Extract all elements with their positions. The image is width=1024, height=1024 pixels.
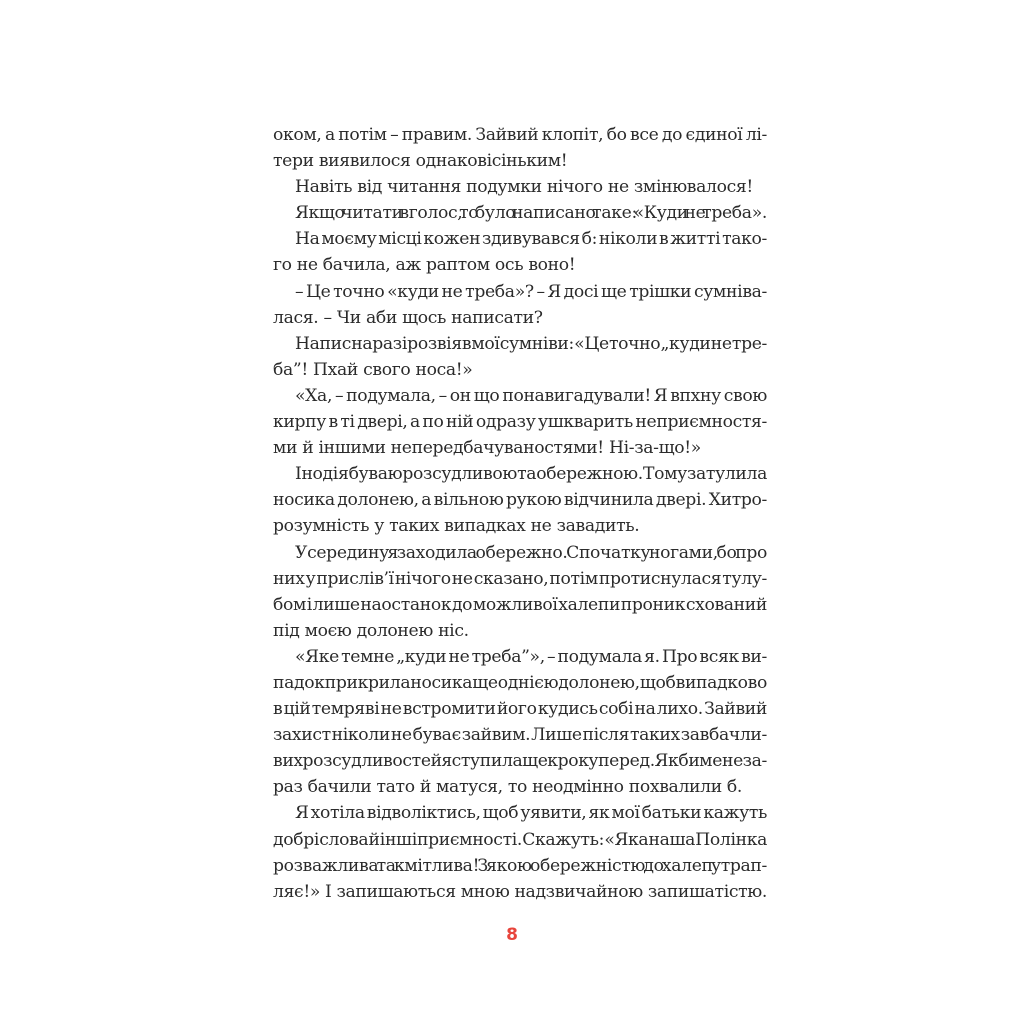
text-line: ми й іншими непередбачуваностями! Ні-за-що!» [273, 438, 701, 459]
paragraph [273, 644, 767, 801]
text-line: носика долонею, а вільною рукою відчинила двері. Хитро- [273, 490, 767, 511]
text-line: ба”! Пхай свого носа!» [273, 359, 473, 380]
paragraph [273, 383, 767, 461]
text-line: захист ніколи не буває зайвим. Лише після таких завбачли- [273, 725, 767, 746]
text-line: в цій темряві не встромити його кудись собі на лихо. Зайвий [273, 699, 767, 720]
text-line: вих розсудливостей я ступила ще крок уперед. Якби мене за- [273, 751, 767, 772]
paragraph [273, 122, 767, 174]
paragraph [273, 540, 767, 644]
text-line: раз бачили тато й матуся, то неодмінно похвалили б. [273, 777, 743, 798]
text-line: них у прислів’ї нічого не сказано, потім протиснулася тулу- [273, 568, 767, 589]
text-line: під моєю долонею ніс. [273, 620, 469, 641]
paragraph [273, 461, 767, 539]
text-line: розумність у таких випадках не завадить. [273, 516, 640, 537]
text-line: розважлива та кмітлива! З якою обережністю до халеп утрап- [273, 855, 767, 876]
text-line: тери виявилося однаковісіньким! [273, 151, 568, 172]
text-line: лася. – Чи аби щось написати? [273, 307, 543, 328]
paragraph [273, 226, 767, 278]
text-line: кирпу в ті двері, а по ній одразу ушкварить неприємностя- [273, 412, 767, 433]
text-line: «Ха, – подумала, – он що понавигадували! Я впхну свою [295, 385, 767, 406]
text-line: – Це точно «куди не треба»? – Я досі ще трішки сумніва- [295, 281, 767, 302]
paragraph [273, 200, 767, 226]
text-line: «Яке темне „куди не треба”», – подумала я. Про всяк ви- [295, 646, 767, 667]
page-number: 8 [506, 925, 518, 945]
text-line: Напис наразі розвіяв мої сумніви: «Це точно „куди не тре- [295, 333, 767, 354]
text-line: го не бачила, аж раптом ось воно! [273, 255, 576, 276]
paragraph [273, 331, 767, 383]
paragraph [273, 174, 767, 200]
text-line: ляє!» І запишаються мною надзвичайною запишатістю. [273, 881, 767, 902]
book-page-text [273, 122, 767, 905]
text-line: Навіть від читання подумки нічого не змінювалося! [295, 177, 753, 198]
text-line: Усередину я заходила обережно. Спочатку ногами, бо про [295, 542, 767, 563]
paragraph [273, 279, 767, 331]
text-line: оком, а потім – правим. Зайвий клопіт, бо все до єдиної лі- [273, 125, 767, 145]
text-line: На моєму місці кожен здивувався б: ніколи в житті тако- [295, 229, 767, 250]
text-line: бом і лише наостанок до можливої халепи проник схований [273, 594, 767, 615]
paragraph [273, 800, 767, 904]
text-line: Іноді я буваю розсудливою та обережною. Тому затулила [295, 464, 767, 485]
text-line: Я хотіла відволіктись, щоб уявити, як мої батьки кажуть [295, 803, 767, 824]
text-line: добрі слова й інші приємності. Скажуть: «Яка наша Полінка [273, 829, 767, 850]
text-line: Якщо читати вголос, то було написано таке: «Куди не треба». [295, 203, 767, 224]
text-line: падок прикрила носика ще однією долонею, щоб випадково [273, 672, 767, 693]
